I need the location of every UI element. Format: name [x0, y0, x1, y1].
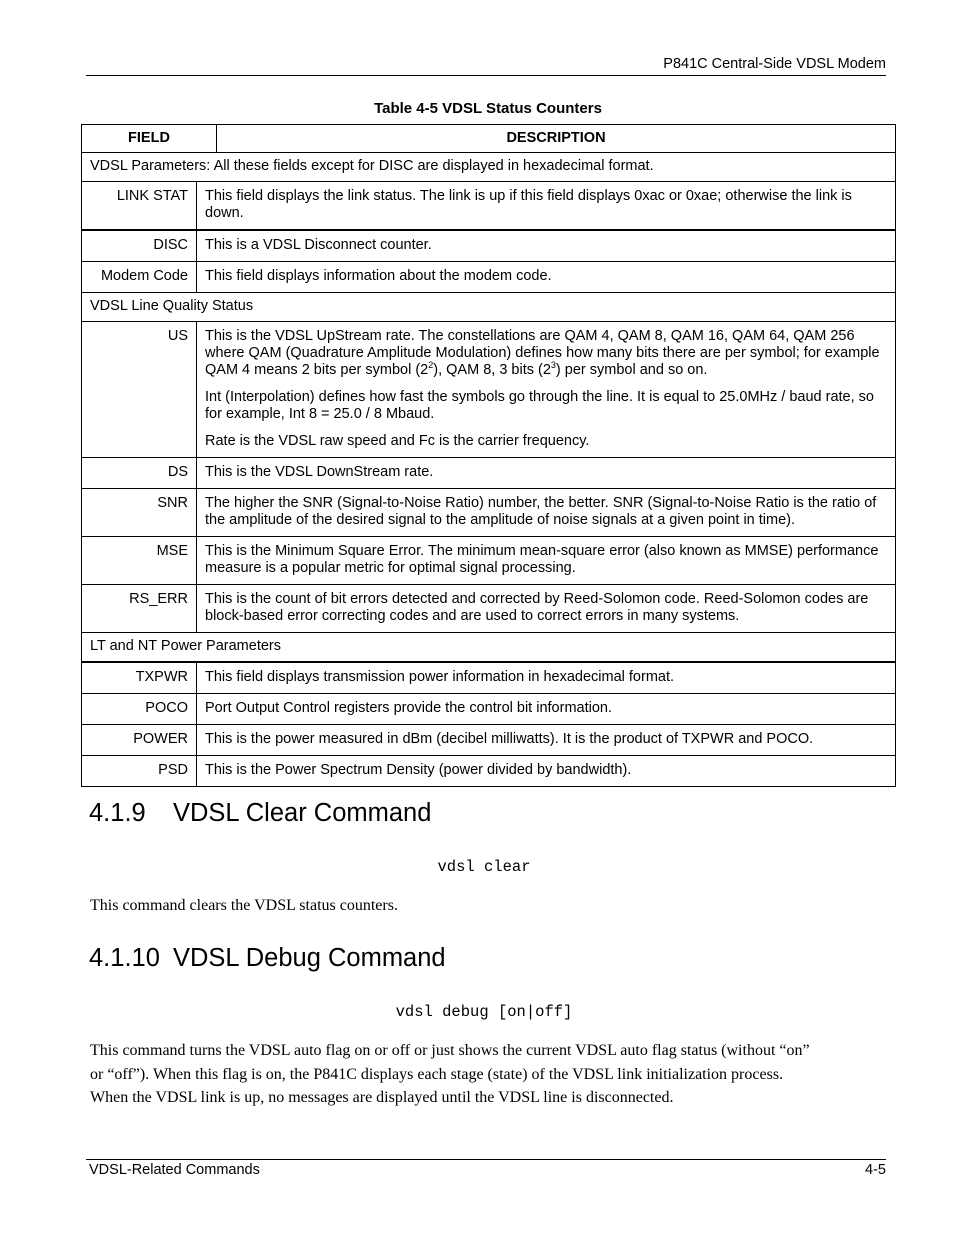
section-row — [82, 633, 896, 663]
desc-us-paragraph-3: Rate is the VDSL raw speed and Fc is the carrier frequency. — [205, 433, 590, 449]
field-ds: DS — [82, 458, 197, 489]
section-row — [82, 293, 896, 322]
table-row — [82, 489, 896, 537]
field-modem-code: Modem Code — [82, 262, 197, 293]
field-poco: POCO — [82, 694, 197, 725]
footer-chapter: VDSL-Related Commands — [89, 1162, 260, 1178]
command-vdsl-debug: vdsl debug [on|off] — [395, 1003, 573, 1021]
col-header-description: DESCRIPTION — [217, 125, 896, 153]
table-row — [82, 662, 896, 694]
table-row — [82, 537, 896, 585]
heading-number: 4.1.10 — [89, 944, 160, 972]
desc-txpwr: This field displays transmission power information in hexadecimal format. — [197, 662, 896, 694]
field-us: US — [82, 322, 197, 458]
table-row — [82, 458, 896, 489]
heading-number: 4.1.9 — [89, 799, 146, 827]
desc-psd: This is the Power Spectrum Density (power divided by bandwidth). — [197, 756, 896, 787]
desc-link-stat: This field displays the link status. The link is up if this field displays 0xac or 0xae; otherwise the link is down. — [197, 182, 896, 231]
debug-line-1: This command turns the VDSL auto flag on or off or just shows the current VDSL auto flag status (without “on” — [90, 1042, 810, 1059]
heading-vdsl-clear — [89, 799, 431, 828]
field-snr: SNR — [82, 489, 197, 537]
field-disc: DISC — [82, 230, 197, 262]
desc-us — [197, 322, 896, 458]
page-footer — [86, 1159, 886, 1182]
field-psd: PSD — [82, 756, 197, 787]
table-row — [82, 585, 896, 633]
clear-description: This command clears the VDSL status counters. — [90, 897, 398, 914]
desc-ds: This is the VDSL DownStream rate. — [197, 458, 896, 489]
table-row — [82, 182, 896, 231]
table-row — [82, 322, 896, 458]
table-caption: Table 4-5 VDSL Status Counters — [374, 100, 602, 117]
field-power: POWER — [82, 725, 197, 756]
table-row — [82, 230, 896, 262]
desc-us-paragraph-2: Int (Interpolation) defines how fast the symbols go through the line. It is equal to 25.0MHz / baud rate, so for example, Int 8 = 25.0 / 8 Mbaud. — [205, 389, 874, 422]
section-line-quality: VDSL Line Quality Status — [82, 293, 896, 322]
debug-line-2: or “off”). When this flag is on, the P841C displays each stage (state) of the VDSL link initialization process. — [90, 1065, 784, 1083]
col-header-field: FIELD — [82, 125, 217, 153]
field-mse: MSE — [82, 537, 197, 585]
section-row — [82, 153, 896, 182]
page-header — [86, 55, 886, 76]
debug-line-3: When the VDSL link is up, no messages are displayed until the VDSL line is disconnected. — [90, 1089, 674, 1106]
desc-poco: Port Output Control registers provide the control bit information. — [197, 694, 896, 725]
desc-disc: This is a VDSL Disconnect counter. — [197, 230, 896, 262]
desc-mse: This is the Minimum Square Error. The minimum mean-square error (also known as MMSE) performance measure is a popular metric for optimal signal processing. — [197, 537, 896, 585]
heading-title: VDSL Clear Command — [173, 799, 432, 827]
table-row — [82, 725, 896, 756]
desc-power: This is the power measured in dBm (decibel milliwatts). It is the product of TXPWR and POCO. — [197, 725, 896, 756]
header-title: P841C Central-Side VDSL Modem — [663, 56, 886, 72]
heading-title: VDSL Debug Command — [173, 944, 446, 972]
desc-rs-err: This is the count of bit errors detected and corrected by Reed-Solomon code. Reed-Solomon codes are block-based error correcting codes and are used to correct errors in many systems. — [197, 585, 896, 633]
table-row — [82, 756, 896, 787]
desc-us-paragraph-1: This is the VDSL UpStream rate. The constellations are QAM 4, QAM 8, QAM 16, QAM 64, QAM 256 where QAM (Quadrature Amplitude Modulation) defines how many bits there are per symbol; for example QAM 4 means 2 bits per symbol $(2^2)$, QAM 8, 3 bits $(2^3)$ per symbol and so on. — [205, 328, 880, 378]
section-power-parameters: LT and NT Power Parameters — [82, 633, 896, 663]
status-counters-table — [81, 124, 896, 153]
debug-description — [90, 1039, 890, 1110]
table-row — [82, 262, 896, 293]
table-header-row — [82, 125, 896, 153]
desc-snr: The higher the SNR (Signal-to-Noise Ratio) number, the better. SNR (Signal-to-Noise Ratio is the ratio of the amplitude of the desired signal to the amplitude of noise signals at a given point in time). — [197, 489, 896, 537]
desc-modem-code: This field displays information about the modem code. — [197, 262, 896, 293]
heading-vdsl-debug — [89, 944, 446, 973]
command-vdsl-clear: vdsl clear — [437, 858, 531, 876]
field-txpwr: TXPWR — [82, 662, 197, 694]
table-row — [82, 694, 896, 725]
status-counters-body — [81, 152, 896, 787]
field-rs-err: RS_ERR — [82, 585, 197, 633]
field-link-stat: LINK STAT — [82, 182, 197, 231]
section-vdsl-parameters: VDSL Parameters: All these fields except for DISC are displayed in hexadecimal format. — [82, 153, 896, 182]
footer-page-number: 4-5 — [865, 1162, 886, 1178]
